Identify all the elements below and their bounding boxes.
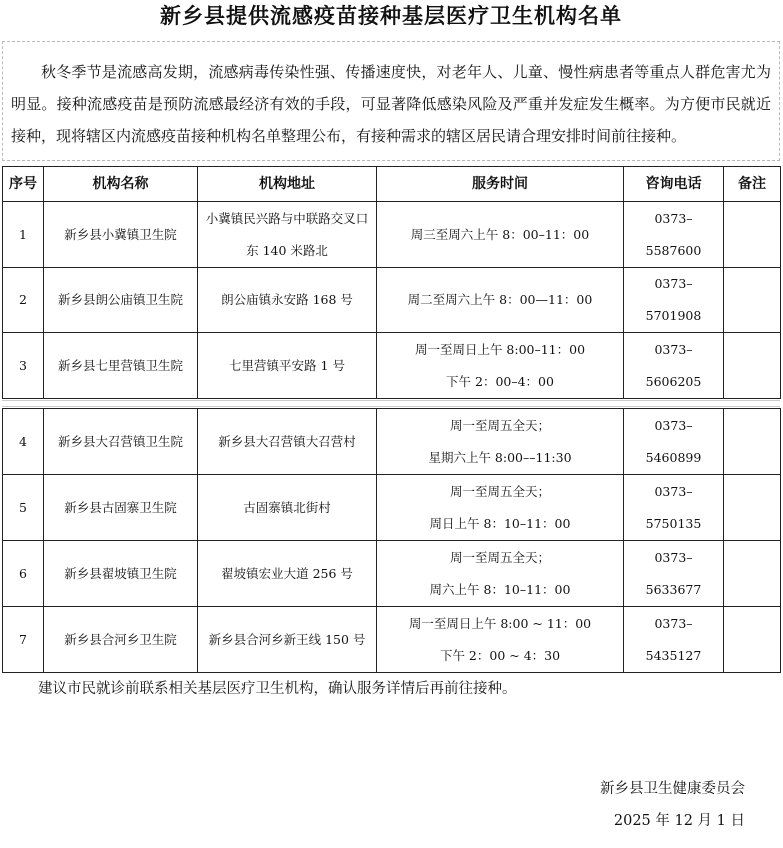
header-time: 服务时间 [377,167,624,202]
cell-note [724,607,781,673]
header-no: 序号 [3,167,44,202]
address-line: 新乡县合河乡新王线 150 号 [208,631,366,647]
header-address: 机构地址 [198,167,377,202]
cell-no: 7 [3,607,44,673]
address-line: 翟坡镇宏业大道 256 号 [221,565,353,581]
time-line: 周六上午 8：10–11：00 [429,581,571,597]
cell-phone: 0373–5750135 [624,475,724,541]
address-line: 新乡县大召营镇大召营村 [218,433,356,449]
time-line: 周日上午 8：10–11：00 [429,515,571,531]
table-header-row [3,167,781,202]
cell-address [198,202,377,268]
page-title: 新乡县提供流感疫苗接种基层医疗卫生机构名单 [160,3,622,28]
time-line: 下午 2：00 ~ 4：30 [439,647,561,663]
address-line: 朗公庙镇永安路 168 号 [221,292,353,307]
cell-phone: 0373–5606205 [624,333,724,399]
cell-no: 1 [3,202,44,268]
cell-no: 6 [3,541,44,607]
header-note: 备注 [724,167,781,202]
table-row [3,607,781,673]
cell-time [377,475,624,541]
cell-name: 新乡县七里营镇卫生院 [44,333,198,399]
footer-note: 建议市民就诊前联系相关基层医疗卫生机构，确认服务详情后再前往接种。 [38,681,517,697]
time-line: 周一至周日上午 8:00–11：00 [414,341,586,357]
cell-phone: 0373–5701908 [624,268,724,333]
cell-name: 新乡县合河乡卫生院 [44,607,198,673]
cell-name: 新乡县大召营镇卫生院 [44,409,198,475]
table-row [3,333,781,399]
cell-no: 3 [3,333,44,399]
cell-time [377,541,624,607]
page-break-divider [2,400,780,407]
cell-note [724,333,781,399]
cell-address [198,541,377,607]
cell-no: 4 [3,409,44,475]
address-line: 东 140 米路北 [246,242,328,258]
cell-no: 5 [3,475,44,541]
time-line: 周一至周日上午 8:00 ~ 11：00 [408,615,592,631]
table-row [3,475,781,541]
cell-phone: 0373–5633677 [624,541,724,607]
address-line: 小冀镇民兴路与中联路交叉口 [205,210,369,226]
cell-address [198,268,377,333]
issuing-organization: 新乡县卫生健康委员会 [600,781,745,797]
time-line: 周二至周六上午 8：00—11：00 [407,292,593,307]
cell-name: 新乡县古固寨卫生院 [44,475,198,541]
cell-address [198,409,377,475]
cell-time [377,202,624,268]
time-line: 周一至周五全天； [449,483,550,499]
cell-phone: 0373–5435127 [624,607,724,673]
cell-note [724,475,781,541]
cell-note [724,268,781,333]
cell-phone: 0373–5460899 [624,409,724,475]
cell-time [377,268,624,333]
cell-time [377,333,624,399]
cell-note [724,541,781,607]
table-row [3,409,781,475]
cell-name: 新乡县朗公庙镇卫生院 [44,268,198,333]
table-row [3,268,781,333]
time-line: 下午 2：00–4：00 [446,373,554,389]
table-row [3,202,781,268]
institution-table-part2 [2,408,781,673]
address-line: 古固寨镇北街村 [243,499,331,515]
institution-table-part1 [2,166,781,399]
cell-time [377,409,624,475]
cell-address [198,333,377,399]
table-row [3,541,781,607]
time-line: 周三至周六上午 8：00–11：00 [410,226,590,242]
intro-paragraph: 秋冬季节是流感高发期，流感病毒传染性强、传播速度快，对老年人、儿童、慢性病患者等重点人群危害尤为明显。接种流感疫苗是预防流感最经济有效的手段，可显著降低感染风险及严重并发症发生概率。为方便市民就近接种，现将辖区内流感疫苗接种机构名单整理公布，有接种需求的辖区居民请合理安排时间前往接种。 [2,41,780,161]
cell-name: 新乡县小冀镇卫生院 [44,202,198,268]
cell-note [724,202,781,268]
time-line: 星期六上午 8:00––11:30 [428,449,572,465]
time-line: 周一至周五全天； [449,549,550,565]
cell-no: 2 [3,268,44,333]
cell-address [198,607,377,673]
cell-name: 新乡县翟坡镇卫生院 [44,541,198,607]
cell-address [198,475,377,541]
issue-date: 2025 年 12 月 1 日 [613,813,745,829]
cell-note [724,409,781,475]
cell-phone: 0373–5587600 [624,202,724,268]
cell-time [377,607,624,673]
time-line: 周一至周五全天； [449,417,550,433]
header-name: 机构名称 [44,167,198,202]
header-phone: 咨询电话 [624,167,724,202]
address-line: 七里营镇平安路 1 号 [229,357,345,373]
